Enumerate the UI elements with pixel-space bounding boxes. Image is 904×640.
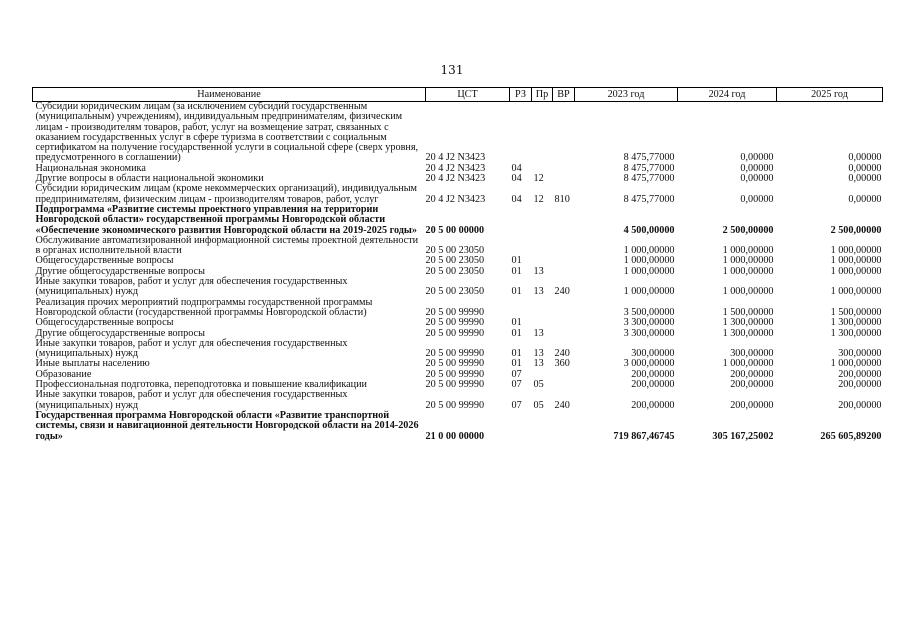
cell-2024: 305 167,25002 [712,430,774,442]
cell-2023: 719 867,46745 [613,430,675,442]
cell-2023: 1 000,00000 [623,265,675,277]
header-cst: ЦСТ [426,88,510,102]
cell-2025: 2 500,00000 [830,224,882,236]
cell-rz: 01 [511,348,522,360]
cell-cst: 20 4 J2 N3423 [425,193,486,205]
cell-name: Иные закупки товаров, работ и услуг для обеспечения государственных (муниципальных) нужд [35,337,348,360]
cell-2023: 3 300,00000 [623,317,675,329]
cell-cst: 20 5 00 99990 [425,368,485,380]
cell-2025: 0,00000 [848,173,882,185]
cell-2025: 0,00000 [848,193,882,205]
cell-2024: 200,00000 [730,399,774,411]
cell-cst: 20 4 J2 N3423 [425,152,486,164]
cell-rz [510,102,532,164]
cell-2025: 200,00000 [838,368,882,380]
cell-2025: 300,00000 [838,348,882,360]
cell-2023: 1 000,00000 [623,255,675,267]
table-row [33,205,883,236]
cell-2024: 200,00000 [730,368,774,380]
cell-2025: 1 300,00000 [830,327,882,339]
table-row [33,277,883,298]
cell-rz: 01 [511,255,522,267]
cell-2023: 8 475,77000 [623,173,675,185]
cell-vr: 240 [554,348,570,360]
cell-pr [532,102,553,164]
cell-pr: 12 [533,173,544,185]
cell-pr: 13 [533,327,544,339]
table-row [33,318,883,328]
cell-2025: 1 500,00000 [830,306,882,318]
cell-pr: 13 [533,348,544,360]
cell-vr [553,236,575,257]
cell-2023: 300,00000 [631,348,675,360]
cell-2024: 0,00000 [740,162,774,174]
cell-pr: 13 [533,265,544,277]
header-vr: ВР [553,88,575,102]
cell-vr [553,411,575,442]
table-row [33,184,883,205]
cell-cst: 20 5 00 99990 [425,348,485,360]
table-row [33,298,883,319]
cell-cst: 21 0 00 00000 [425,430,485,442]
cell-pr [532,205,553,236]
cell-2025: 200,00000 [838,399,882,411]
cell-2025: 1 000,00000 [830,245,882,257]
cell-rz [510,205,532,236]
table-row [33,102,883,164]
cell-rz: 01 [511,317,522,329]
table-row [33,339,883,360]
cell-name: Субсидии юридическим лицам (кроме некоммерческих организаций), индивидуальным предпринимателям, физическим лицам - производителям товаров, работ, услуг [35,183,417,205]
cell-vr [553,329,575,339]
cell-2024: 0,00000 [740,152,774,164]
cell-2024: 1 000,00000 [722,265,774,277]
cell-pr [532,411,553,442]
header-pr: Пр [532,88,553,102]
cell-2024: 200,00000 [730,379,774,391]
page-number: 131 [440,63,464,77]
cell-name: Другие вопросы в области национальной экономики [35,173,264,185]
cell-name: Профессиональная подготовка, переподготовка и повышение квалификации [35,379,367,391]
cell-cst: 20 5 00 23050 [425,245,485,257]
cell-2024: 0,00000 [740,193,774,205]
cell-cst: 20 5 00 99990 [425,306,485,318]
cell-vr [553,318,575,328]
cell-cst: 20 5 00 99990 [425,399,485,411]
cell-rz: 01 [511,358,522,370]
cell-name: Обслуживание автоматизированной информационной системы проектной деятельности в органах исполнительной власти [35,234,419,257]
cell-rz [510,236,532,257]
cell-2025: 1 000,00000 [830,265,882,277]
cell-2024: 1 000,00000 [722,358,774,370]
cell-name: Государственная программа Новгородской области «Развитие транспортной системы, связи и навигационной деятельности Новгородской области на 2014-2026 годы» [35,409,419,442]
cell-cst: 20 5 00 00000 [425,224,485,236]
cell-2023: 3 500,00000 [623,306,675,318]
cell-cst: 20 5 00 99990 [425,317,485,329]
cell-name: Национальная экономика [35,162,146,174]
cell-cst: 20 5 00 23050 [425,286,485,298]
cell-cst: 20 5 00 99990 [425,379,485,391]
cell-cst: 20 5 00 99990 [425,358,485,370]
cell-2025: 1 000,00000 [830,358,882,370]
cell-name: Общегосударственные вопросы [35,317,174,329]
cell-rz: 07 [511,368,522,380]
header-name: Наименование [33,88,426,102]
cell-2023: 8 475,77000 [623,162,675,174]
cell-2024: 1 500,00000 [722,306,774,318]
cell-rz: 01 [511,265,522,277]
cell-2023: 4 500,00000 [623,224,675,236]
cell-2024: 300,00000 [730,348,774,360]
cell-rz [510,411,532,442]
cell-pr: 05 [533,399,544,411]
cell-2025: 265 605,89200 [820,430,882,442]
cell-name: Субсидии юридическим лицам (за исключением субсидий государственным (муниципальным) учреждениям), индивидуальным предпринимателям, физическим лицам - производителям товаров, работ, услуг на возмещение затрат, связанных с оказанием государственных услуг в сфере туризма в соответствии с социальным сертификатом на получение государственной услуги в социальной сфере (сверх уровня, предусмотренного в соглашении) [35,101,419,164]
cell-vr [553,205,575,236]
header-2023: 2023 год [575,88,678,102]
cell-2023: 3 300,00000 [623,327,675,339]
cell-2025: 1 000,00000 [830,286,882,298]
header-2024: 2024 год [678,88,777,102]
cell-name: Иные выплаты населению [35,358,150,370]
cell-2025: 1 000,00000 [830,255,882,267]
cell-2023: 8 475,77000 [623,193,675,205]
cell-name: Образование [35,368,92,380]
cell-2023: 3 000,00000 [623,358,675,370]
cell-2023: 200,00000 [631,399,675,411]
cell-2024: 1 300,00000 [722,317,774,329]
cell-name: Другие общегосударственные вопросы [35,265,205,277]
cell-pr [532,236,553,257]
cell-2024: 1 000,00000 [722,255,774,267]
cell-vr [553,102,575,164]
cell-2024: 1 300,00000 [722,327,774,339]
cell-vr [553,298,575,319]
cell-vr [553,370,575,380]
cell-vr: 360 [554,358,570,370]
table-row [33,390,883,411]
cell-rz: 07 [511,399,522,411]
cell-2023: 1 000,00000 [623,245,675,257]
table-row [33,236,883,257]
cell-rz: 07 [511,379,522,391]
cell-rz [510,298,532,319]
cell-name: Иные закупки товаров, работ и услуг для обеспечения государственных (муниципальных) нужд [35,389,348,411]
cell-pr [532,298,553,319]
cell-cst: 20 5 00 23050 [425,255,485,267]
cell-2023: 1 000,00000 [623,286,675,298]
cell-rz: 04 [511,162,522,174]
table-header-row [33,88,883,102]
cell-2023: 8 475,77000 [623,152,675,164]
cell-name: Общегосударственные вопросы [35,255,174,267]
cell-name: Подпрограмма «Развитие системы проектного управления на территории Новгородской области» государственной программы Новгородской области «Обеспечение экономического развития Новгородской области на 2019-2025 годы» [35,203,417,236]
cell-cst: 20 4 J2 N3423 [425,162,486,174]
cell-name: Реализация прочих мероприятий подпрограммы государственной программы Новгородской области (государственной программы Новгородской области) [35,296,373,318]
cell-cst: 20 4 J2 N3423 [425,173,486,185]
cell-name: Иные закупки товаров, работ и услуг для обеспечения государственных (муниципальных) нужд [35,276,348,298]
cell-rz: 04 [511,193,522,205]
cell-2024: 2 500,00000 [722,224,774,236]
cell-vr: 240 [554,399,570,411]
cell-vr [553,380,575,390]
cell-rz: 04 [511,173,522,185]
cell-pr: 13 [533,286,544,298]
cell-2025: 0,00000 [848,162,882,174]
cell-2023: 200,00000 [631,379,675,391]
cell-2025: 1 300,00000 [830,317,882,329]
cell-vr [553,256,575,266]
cell-vr: 810 [554,193,570,205]
cell-2023: 200,00000 [631,368,675,380]
cell-pr: 12 [533,193,544,205]
cell-rz: 01 [511,327,522,339]
budget-table [32,87,883,442]
cell-2024: 1 000,00000 [722,245,774,257]
cell-2024: 1 000,00000 [722,286,774,298]
table-body [33,102,883,442]
cell-cst: 20 5 00 99990 [425,327,485,339]
cell-cst: 20 5 00 23050 [425,265,485,277]
cell-vr [553,174,575,184]
cell-vr: 240 [554,286,570,298]
header-2025: 2025 год [777,88,883,102]
cell-pr [532,318,553,328]
cell-2025: 200,00000 [838,379,882,391]
cell-2025: 0,00000 [848,152,882,164]
cell-pr: 13 [533,358,544,370]
header-rz: РЗ [510,88,532,102]
cell-2024: 0,00000 [740,173,774,185]
cell-vr [553,267,575,277]
cell-rz: 01 [511,286,522,298]
cell-vr [553,164,575,174]
cell-name: Другие общегосударственные вопросы [35,327,205,339]
table-row [33,411,883,442]
cell-pr: 05 [533,379,544,391]
